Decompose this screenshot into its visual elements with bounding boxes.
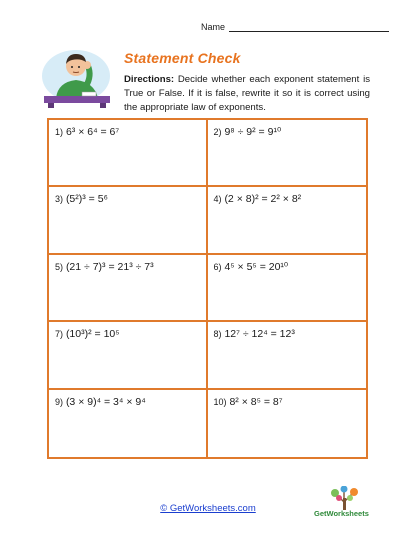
problem-expression: 6³ × 6⁴ = 6⁷ — [65, 126, 120, 138]
problem-cell-4[interactable]: 4) (2 × 8)² = 2² × 8² — [208, 187, 367, 254]
problem-cell-3[interactable]: 3) (5²)³ = 5⁶ — [49, 187, 208, 254]
problem-expression: (21 ÷ 7)³ = 21³ ÷ 7³ — [65, 260, 154, 273]
problem-expression: 9⁸ ÷ 9² = 9¹⁰ — [224, 126, 282, 138]
problem-expression: (2 × 8)² = 2² × 8² — [224, 193, 302, 206]
problem-cell-2[interactable]: 2) 9⁸ ÷ 9² = 9¹⁰ — [208, 120, 367, 187]
directions-body: Decide whether each exponent statement is True or False. If it is false, rewrite it so it is correct using the appropriate law of exponents. — [124, 74, 370, 113]
problem-expression: (10³)² = 10⁵ — [65, 328, 120, 341]
directions-text — [124, 73, 370, 115]
directions-label: Directions: — [124, 74, 175, 85]
problem-expression: 12⁷ ÷ 12⁴ = 12³ — [224, 328, 295, 341]
name-label: Name — [201, 22, 226, 32]
problem-expression: (3 × 9)⁴ = 3⁴ × 9⁴ — [65, 395, 146, 408]
problem-expression: 8² × 8⁵ = 8⁷ — [229, 395, 283, 408]
problem-cell-1[interactable]: 1) 6³ × 6⁴ = 6⁷ — [49, 120, 208, 187]
problem-expression: 4⁵ × 5⁵ = 20¹⁰ — [224, 260, 289, 273]
student-thinking-illustration — [42, 46, 112, 108]
problem-cell-6[interactable]: 6) 4⁵ × 5⁵ = 20¹⁰ — [208, 255, 367, 322]
name-field-row — [201, 22, 389, 32]
problem-cell-5[interactable]: 5) (21 ÷ 7)³ = 21³ ÷ 7³ — [49, 255, 208, 322]
footer-copyright-link[interactable]: © GetWorksheets.com — [160, 503, 256, 514]
tree-logo-icon — [314, 486, 376, 524]
name-input-line[interactable] — [229, 22, 389, 32]
problem-cell-8[interactable]: 8) 12⁷ ÷ 12⁴ = 12³ — [208, 322, 367, 389]
problem-grid — [47, 118, 368, 459]
problem-cell-10[interactable]: 10) 8² × 8⁵ = 8⁷ — [213, 395, 283, 408]
problem-cell-9[interactable]: 9) (3 × 9)⁴ = 3⁴ × 9⁴ — [49, 390, 208, 457]
problem-cell-7[interactable]: 7) (10³)² = 10⁵ — [49, 322, 208, 389]
worksheet-title: Statement Check — [124, 50, 241, 66]
logo-wordmark: GetWorksheets — [314, 509, 369, 518]
problem-expression: (5²)³ = 5⁶ — [65, 193, 108, 206]
